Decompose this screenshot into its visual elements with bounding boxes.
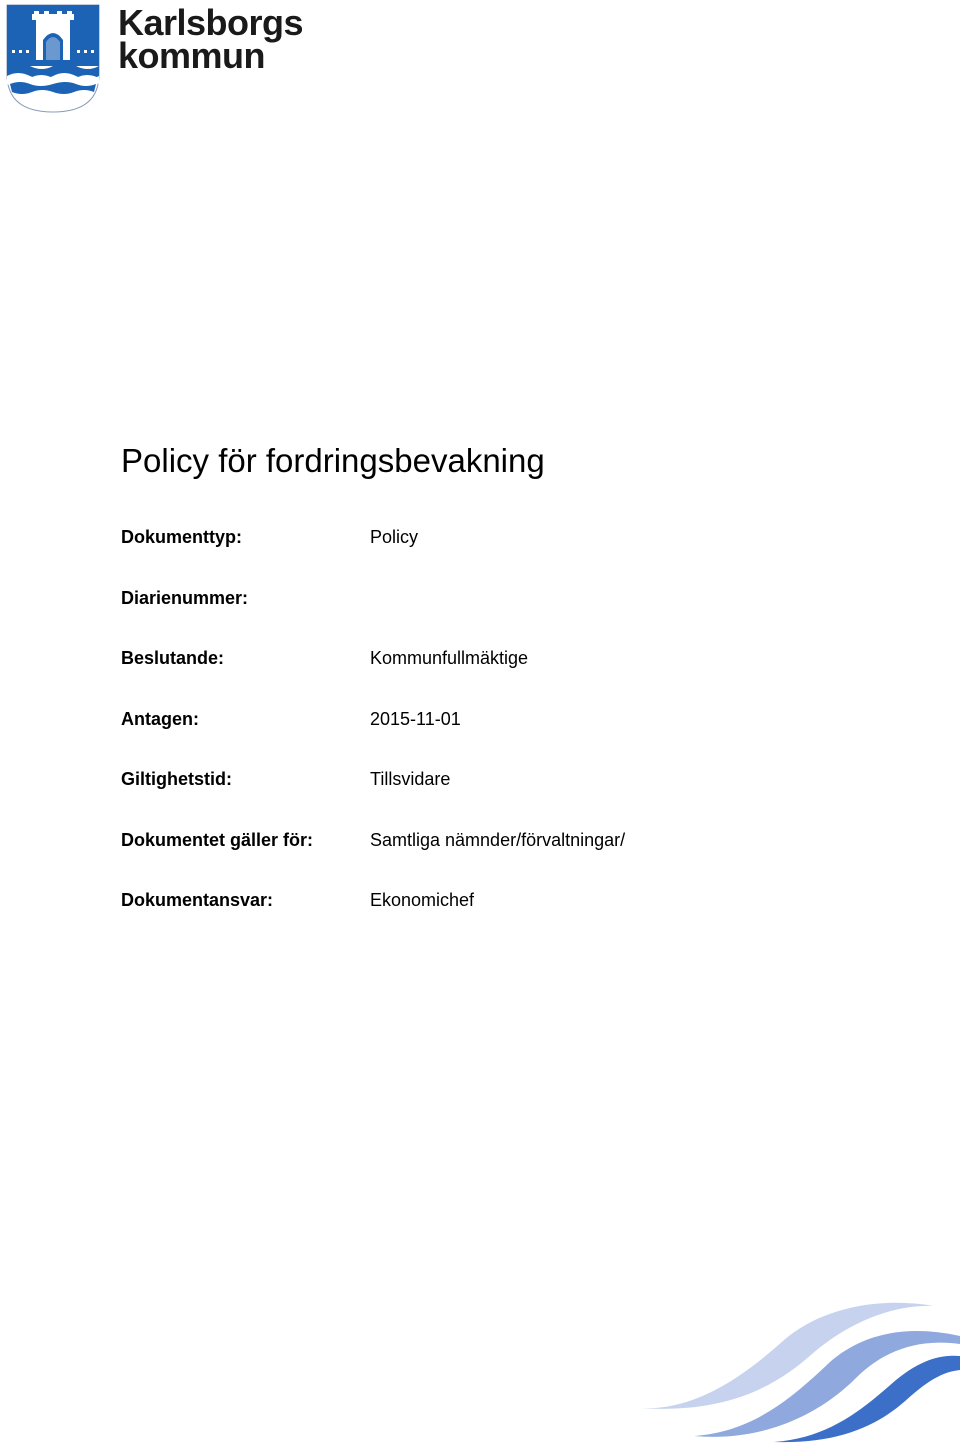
metadata-row-document-type <box>121 522 841 583</box>
metadata-row-responsible <box>121 885 841 946</box>
document-metadata <box>121 522 841 946</box>
document-title: Policy för fordringsbevakning <box>121 442 545 479</box>
metadata-value: Policy <box>370 527 419 547</box>
metadata-value: Ekonomichef <box>370 890 475 910</box>
page-header <box>6 2 304 114</box>
wordmark-line-1: Karlsborgs <box>118 2 304 43</box>
metadata-row-registry-number <box>121 583 841 644</box>
metadata-label: Dokumentet gäller för: <box>121 829 314 850</box>
metadata-label: Giltighetstid: <box>121 769 232 789</box>
wave-decoration-icon <box>634 1296 960 1444</box>
municipality-wordmark <box>118 2 304 76</box>
metadata-value: Kommunfullmäktige <box>370 648 529 668</box>
metadata-label: Diarienummer: <box>121 587 249 608</box>
metadata-label: Dokumenttyp: <box>121 527 242 547</box>
municipal-crest-icon <box>6 4 100 114</box>
wordmark-line-2: kommun <box>118 35 266 76</box>
metadata-label: Beslutande: <box>121 648 225 668</box>
metadata-row-decision-maker <box>121 643 841 704</box>
metadata-value: Tillsvidare <box>370 769 451 789</box>
metadata-value: Samtliga nämnder/förvaltningar/ <box>370 829 626 850</box>
metadata-value: 2015-11-01 <box>370 708 461 729</box>
metadata-label: Dokumentansvar: <box>121 890 274 910</box>
metadata-label: Antagen: <box>121 708 199 729</box>
metadata-row-applies-to <box>121 825 841 886</box>
metadata-row-adopted <box>121 704 841 765</box>
metadata-row-validity <box>121 764 841 825</box>
